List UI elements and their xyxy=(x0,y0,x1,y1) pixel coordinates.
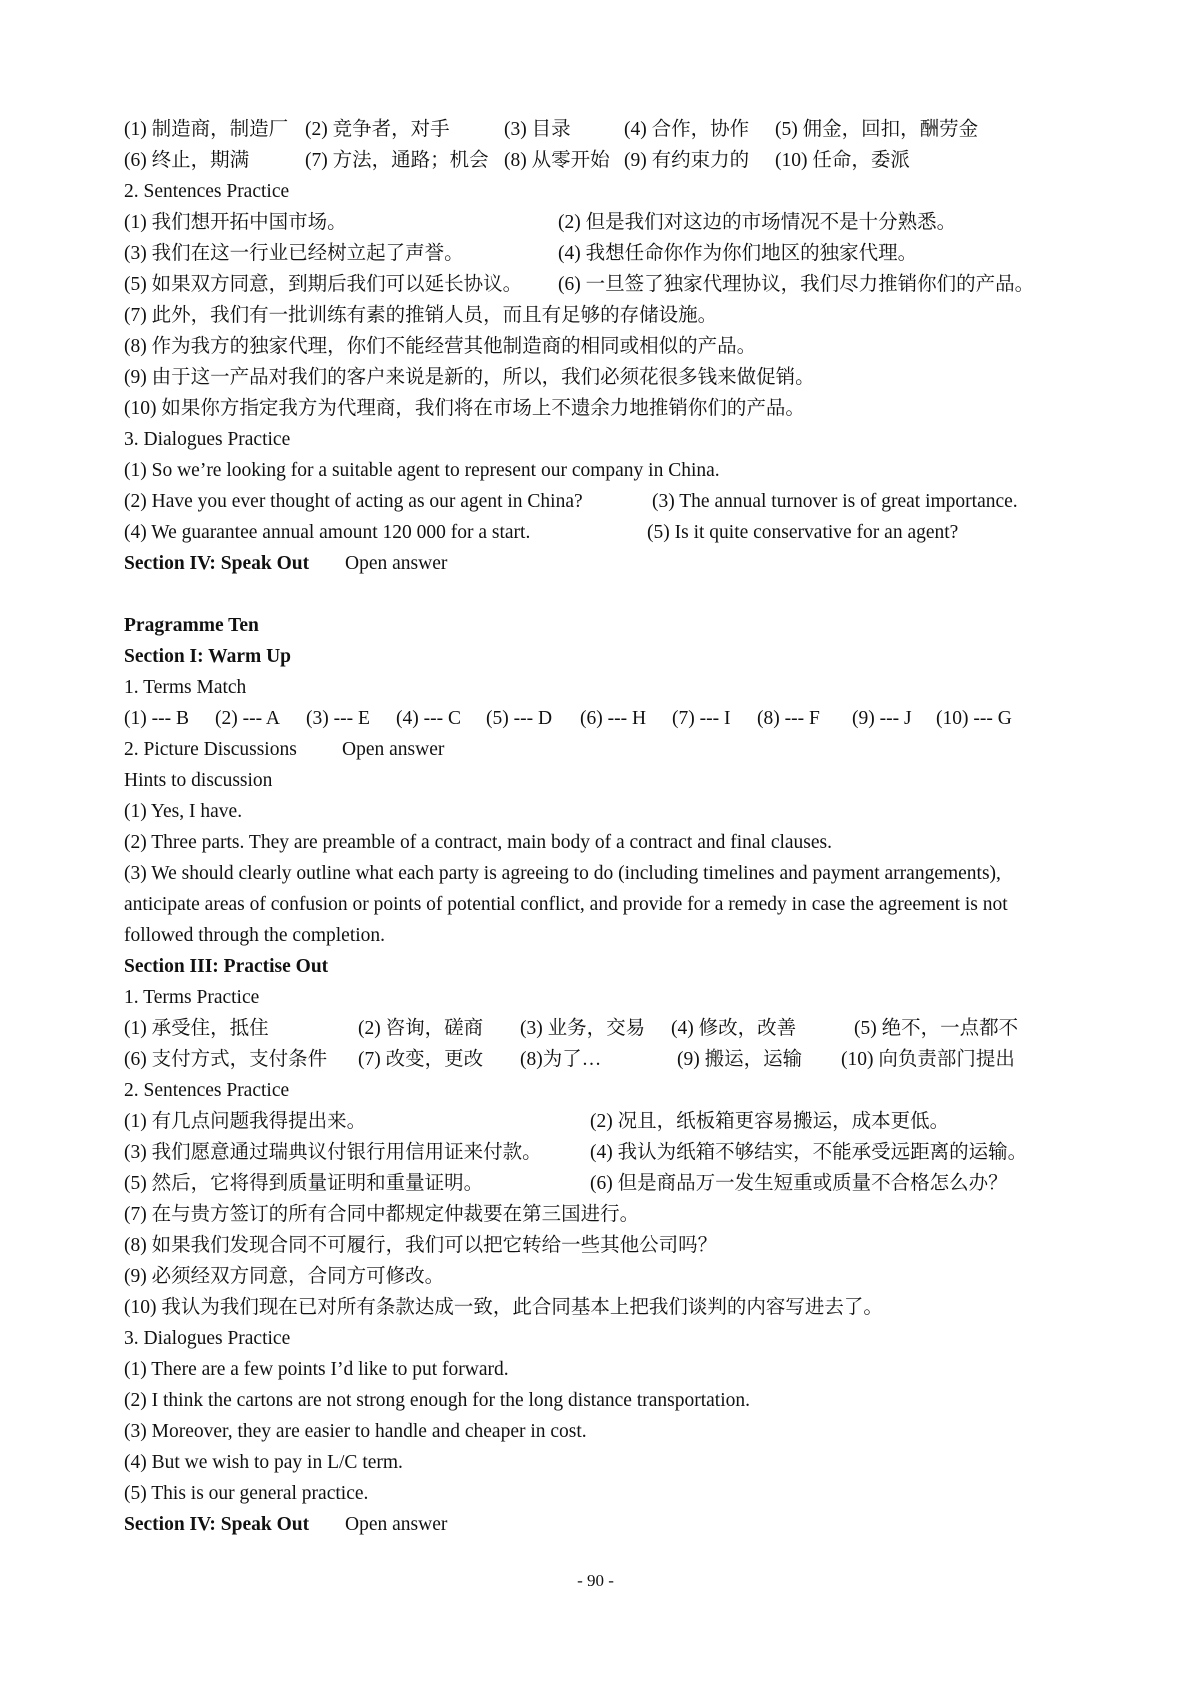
page-number: - 90 - xyxy=(577,1571,614,1590)
match-item: (2) --- A xyxy=(215,708,280,729)
dialogue-item: (4) But we wish to pay in L/C term. xyxy=(124,1452,403,1473)
dialogue-item: (2) I think the cartons are not strong enough for the long distance transportation. xyxy=(124,1390,750,1411)
hint-item: (1) Yes, I have. xyxy=(124,801,243,822)
term-item: (2) 竞争者，对手 xyxy=(305,119,450,140)
match-item: (3) --- E xyxy=(306,708,370,729)
dialogue-item: (5) This is our general practice. xyxy=(124,1483,369,1504)
term-item: (4) 合作，协作 xyxy=(624,119,750,140)
dialogue-item: (3) The annual turnover is of great importance. xyxy=(652,491,1018,512)
hint-item-continued: anticipate areas of confusion or points of potential conflict, and provide for a remedy in case the agreement is not xyxy=(124,894,1008,915)
open-answer: Open answer xyxy=(342,739,445,760)
term-item: (5) 绝不，一点都不 xyxy=(854,1018,1019,1039)
sentence-item: (7) 此外，我们有一批训练有素的推销人员，而且有足够的存储设施。 xyxy=(124,305,718,326)
sentence-item: (2) 但是我们对这边的市场情况不是十分熟悉。 xyxy=(558,212,957,233)
sentence-item: (3) 我们在这一行业已经树立起了声誉。 xyxy=(124,243,464,264)
sentences-practice-heading: 2. Sentences Practice xyxy=(124,181,290,202)
dialogue-item: (2) Have you ever thought of acting as our agent in China? xyxy=(124,491,583,512)
sentence-item: (6) 但是商品万一发生短重或质量不合格怎么办？ xyxy=(590,1173,1008,1194)
dialogue-item: (3) Moreover, they are easier to handle and cheaper in cost. xyxy=(124,1421,587,1442)
term-item: (2) 咨询，磋商 xyxy=(358,1018,484,1039)
term-item: (6) 支付方式，支付条件 xyxy=(124,1049,328,1070)
hint-item: (2) Three parts. They are preamble of a contract, main body of a contract and final clauses. xyxy=(124,832,833,853)
match-item: (8) --- F xyxy=(757,708,820,729)
dialogue-item: (1) So we’re looking for a suitable agent to represent our company in China. xyxy=(124,460,720,481)
sentence-item: (1) 有几点问题我得提出来。 xyxy=(124,1111,367,1132)
programme-title: Pragramme Ten xyxy=(124,615,259,636)
sentence-item: (4) 我想任命你作为你们地区的独家代理。 xyxy=(558,243,918,264)
sentence-item: (2) 况且，纸板箱更容易搬运，成本更低。 xyxy=(590,1111,950,1132)
match-item: (1) --- B xyxy=(124,708,189,729)
term-item: (9) 搬运，运输 xyxy=(677,1049,803,1070)
term-item: (3) 业务，交易 xyxy=(520,1018,646,1039)
open-answer: Open answer xyxy=(345,1514,448,1535)
sentence-item: (5) 如果双方同意，到期后我们可以延长协议。 xyxy=(124,274,523,295)
term-item: (7) 改变，更改 xyxy=(358,1049,484,1070)
term-item: (7) 方法，通路；机会 xyxy=(305,150,489,171)
match-item: (5) --- D xyxy=(486,708,553,729)
term-item: (1) 承受住，抵住 xyxy=(124,1018,269,1039)
term-item: (5) 佣金，回扣，酬劳金 xyxy=(775,119,979,140)
dialogue-item: (5) Is it quite conservative for an agent? xyxy=(647,522,959,543)
term-item: (4) 修改，改善 xyxy=(671,1018,797,1039)
open-answer: Open answer xyxy=(345,553,448,574)
sentence-item: (8) 作为我方的独家代理，你们不能经营其他制造商的相同或相似的产品。 xyxy=(124,336,757,357)
sentence-item: (5) 然后，它将得到质量证明和重量证明。 xyxy=(124,1173,484,1194)
match-item: (4) --- C xyxy=(396,708,461,729)
sentence-item: (3) 我们愿意通过瑞典议付银行用信用证来付款。 xyxy=(124,1142,542,1163)
section-heading: Section I: Warm Up xyxy=(124,646,292,667)
picture-discussions-heading: 2. Picture Discussions xyxy=(124,739,297,760)
match-item: (9) --- J xyxy=(852,708,912,729)
sentence-item: (10) 如果你方指定我方为代理商，我们将在市场上不遗余力地推销你们的产品。 xyxy=(124,398,805,419)
term-item: (3) 目录 xyxy=(504,119,571,140)
section-heading: Section IV: Speak Out xyxy=(124,1514,310,1535)
terms-practice-heading: 1. Terms Practice xyxy=(124,987,260,1008)
term-item: (8) 从零开始 xyxy=(504,150,610,171)
term-item: (6) 终止，期满 xyxy=(124,150,250,171)
match-item: (6) --- H xyxy=(580,708,647,729)
sentence-item: (4) 我认为纸箱不够结实，不能承受远距离的运输。 xyxy=(590,1142,1028,1163)
hints-heading: Hints to discussion xyxy=(124,770,273,791)
term-item: (10) 任命，委派 xyxy=(775,150,910,171)
sentence-item: (7) 在与贵方签订的所有合同中都规定仲裁要在第三国进行。 xyxy=(124,1204,640,1225)
sentence-item: (8) 如果我们发现合同不可履行，我们可以把它转给一些其他公司吗？ xyxy=(124,1235,718,1256)
sentence-item: (9) 必须经双方同意，合同方可修改。 xyxy=(124,1266,445,1287)
hint-item-continued: followed through the completion. xyxy=(124,925,386,946)
match-item: (7) --- I xyxy=(672,708,731,729)
match-item: (10) --- G xyxy=(936,708,1012,729)
sentences-practice-heading: 2. Sentences Practice xyxy=(124,1080,290,1101)
terms-match-heading: 1. Terms Match xyxy=(124,677,247,698)
sentence-item: (9) 由于这一产品对我们的客户来说是新的，所以，我们必须花很多钱来做促销。 xyxy=(124,367,815,388)
section-heading: Section III: Practise Out xyxy=(124,956,329,977)
term-item: (9) 有约束力的 xyxy=(624,150,750,171)
sentence-item: (6) 一旦签了独家代理协议，我们尽力推销你们的产品。 xyxy=(558,274,1035,295)
sentence-item: (1) 我们想开拓中国市场。 xyxy=(124,212,347,233)
sentence-item: (10) 我认为我们现在已对所有条款达成一致，此合同基本上把我们谈判的内容写进去了。 xyxy=(124,1297,883,1318)
term-item: (1) 制造商，制造厂 xyxy=(124,119,289,140)
dialogue-item: (4) We guarantee annual amount 120 000 for a start. xyxy=(124,522,531,543)
section-heading: Section IV: Speak Out xyxy=(124,553,310,574)
dialogues-practice-heading: 3. Dialogues Practice xyxy=(124,1328,291,1349)
term-item: (8)为了… xyxy=(520,1049,602,1070)
dialogues-practice-heading: 3. Dialogues Practice xyxy=(124,429,291,450)
term-item: (10) 向负责部门提出 xyxy=(841,1049,1015,1070)
hint-item: (3) We should clearly outline what each party is agreeing to do (including timelines and payment arrangements), xyxy=(124,863,1001,884)
dialogue-item: (1) There are a few points I’d like to put forward. xyxy=(124,1359,509,1380)
